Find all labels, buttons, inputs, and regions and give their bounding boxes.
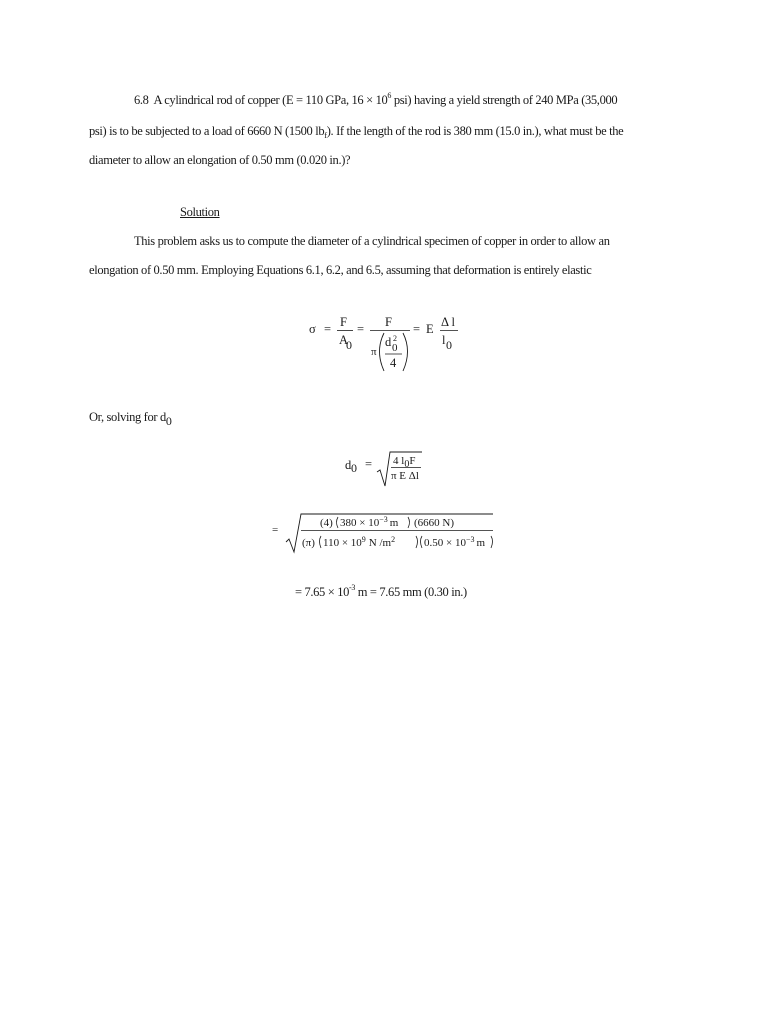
eq1-delta-l: Δ l — [441, 315, 455, 329]
solution-line-1: This problem asks us to compute the diameter of a cylindrical specimen of copper in order to allow an — [134, 234, 610, 248]
eq1-l: l — [442, 333, 446, 347]
solving-text: Or, solving for d0 — [89, 410, 172, 428]
result-line: = $7.65 \times 10^{-3}$ m = 7.65 mm (0.30 in.) — [295, 583, 467, 599]
eq1-a: A — [339, 333, 349, 347]
eq1-equals-3: = — [413, 322, 421, 336]
problem-line-1: 6.8 A cylindrical rod of copper (E = 110 GPa, $16 \times 10^6$ psi) having a yield strength of 240 MPa (35,000 — [134, 91, 618, 107]
problem-line-2: psi) is to be subjected to a load of 6660 N (1500 $lb_f$). If the length of the rod is 380 mm (15.0 in.), what must be the — [89, 124, 624, 140]
eq3-den-a: (π) — [302, 537, 315, 549]
eq3-den-rparen-1 — [416, 536, 418, 548]
equation-substitution — [268, 506, 500, 556]
eq3-den-lparen-2 — [421, 536, 423, 548]
eq1-pi: π — [371, 346, 377, 358]
equation-stress — [300, 308, 480, 378]
eq1-sigma: σ — [309, 322, 316, 336]
eq1-e: E — [426, 322, 434, 336]
eq3-num-rparen — [408, 517, 410, 528]
problem-number: 6.8 — [134, 93, 149, 107]
eq1-right-paren — [403, 333, 408, 371]
eq1-four: 4 — [390, 356, 397, 370]
solution-line-2: elongation of 0.50 mm. Employing Equations 6.1, 6.2, and 6.5, assuming that deformation is entirely elastic — [89, 263, 592, 277]
eq3-equals: = — [272, 524, 279, 536]
eq1-equals-1: = — [324, 322, 332, 336]
eq3-den-lparen-1 — [320, 536, 322, 548]
eq2-equals: = — [365, 457, 373, 471]
eq2-den: π E Δl — [391, 470, 419, 482]
eq1-f-1: F — [340, 315, 347, 329]
solution-heading: Solution — [180, 205, 220, 219]
eq3-num-a: (4) — [320, 517, 333, 529]
equation-diameter — [340, 446, 440, 490]
eq3-num-lparen — [337, 517, 339, 528]
eq3-num-b: $380 \times 10^{-3}$ m — [340, 515, 399, 529]
problem-line-3: diameter to allow an elongation of 0.50 mm (0.020 in.)? — [89, 153, 351, 167]
eq1-f-2: F — [385, 315, 392, 329]
eq1-d: d — [385, 335, 392, 349]
eq2-d: d — [345, 458, 352, 472]
eq2-d-sub: 0 — [351, 461, 357, 475]
eq1-d-sup: 2 — [393, 334, 397, 343]
eq3-den-rparen-2 — [491, 536, 493, 548]
eq1-left-paren — [380, 333, 385, 371]
eq1-a-sub: 0 — [346, 338, 352, 352]
eq1-d-sub: 0 — [392, 342, 398, 354]
eq3-num-c: (6660 N) — [414, 517, 455, 529]
eq1-equals-2: = — [357, 322, 365, 336]
eq2-num: 4 l0F — [393, 455, 416, 470]
eq3-den-c: $0.50 \times 10^{-3}$ m — [424, 535, 486, 549]
eq3-den-b: $110 \times 10^9$ N $/m^2$ — [323, 535, 396, 549]
eq1-l-sub: 0 — [446, 338, 452, 352]
